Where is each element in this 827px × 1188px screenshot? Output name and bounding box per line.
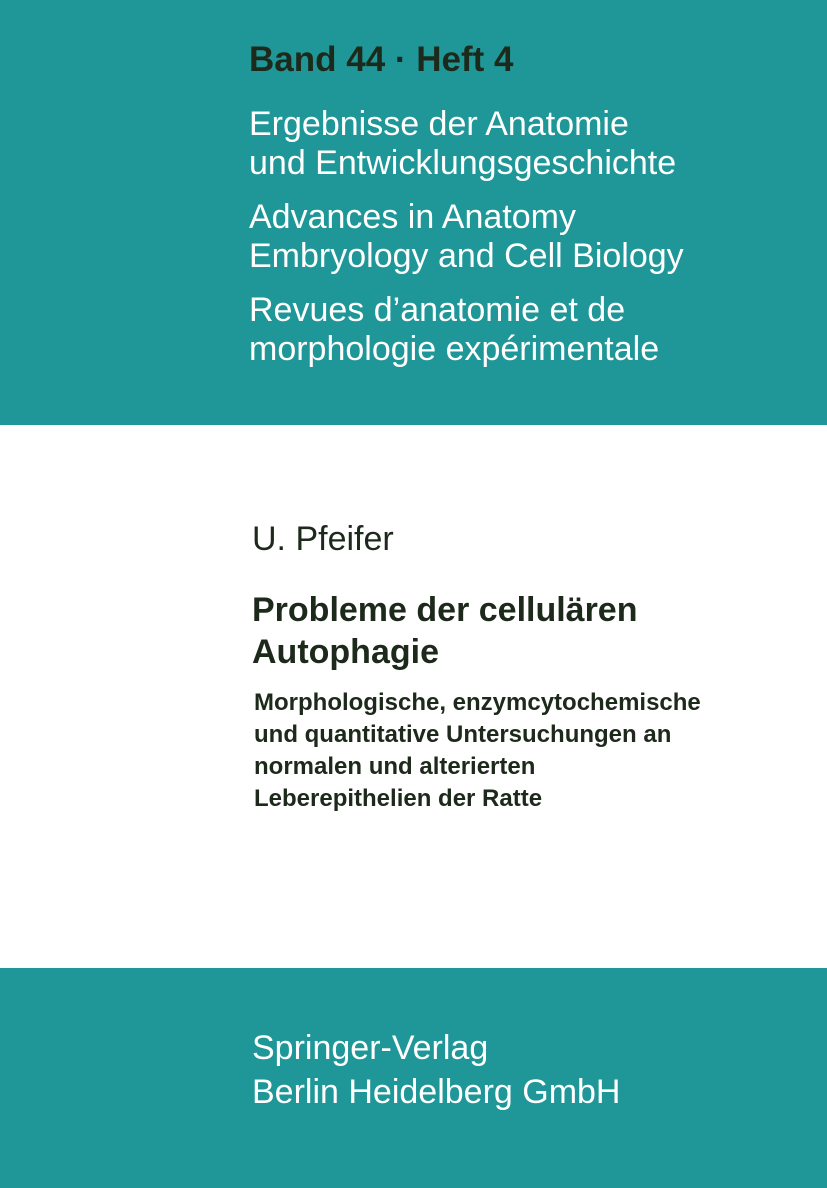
publisher-line: Springer-Verlag — [252, 1029, 489, 1067]
subtitle-line: Leberepithelien der Ratte — [254, 785, 543, 812]
series-title-french — [249, 291, 659, 369]
publisher-line: Berlin Heidelberg GmbH — [252, 1073, 621, 1111]
series-line: Revues d’anatomie et de — [249, 291, 626, 329]
series-line: und Entwicklungsgeschichte — [249, 144, 677, 182]
book-subtitle — [254, 687, 701, 815]
publisher-imprint — [252, 1026, 621, 1114]
subtitle-line: normalen und alterierten — [254, 753, 536, 780]
series-line: Advances in Anatomy — [249, 198, 576, 236]
author-name: U. Pfeifer — [252, 520, 394, 558]
volume-issue: Band 44 · Heft 4 — [249, 40, 514, 79]
subtitle-line: und quantitative Untersuchungen an — [254, 721, 672, 748]
series-line: Embryology and Cell Biology — [249, 237, 684, 275]
subtitle-line: Morphologische, enzymcytochemische — [254, 689, 701, 716]
title-line: Autophagie — [252, 633, 439, 671]
book-title — [252, 589, 638, 673]
series-title-english — [249, 198, 684, 276]
series-line: morphologie expérimentale — [249, 330, 660, 368]
title-line: Probleme der cellulären — [252, 591, 638, 629]
series-title-german — [249, 105, 676, 183]
series-line: Ergebnisse der Anatomie — [249, 105, 629, 143]
